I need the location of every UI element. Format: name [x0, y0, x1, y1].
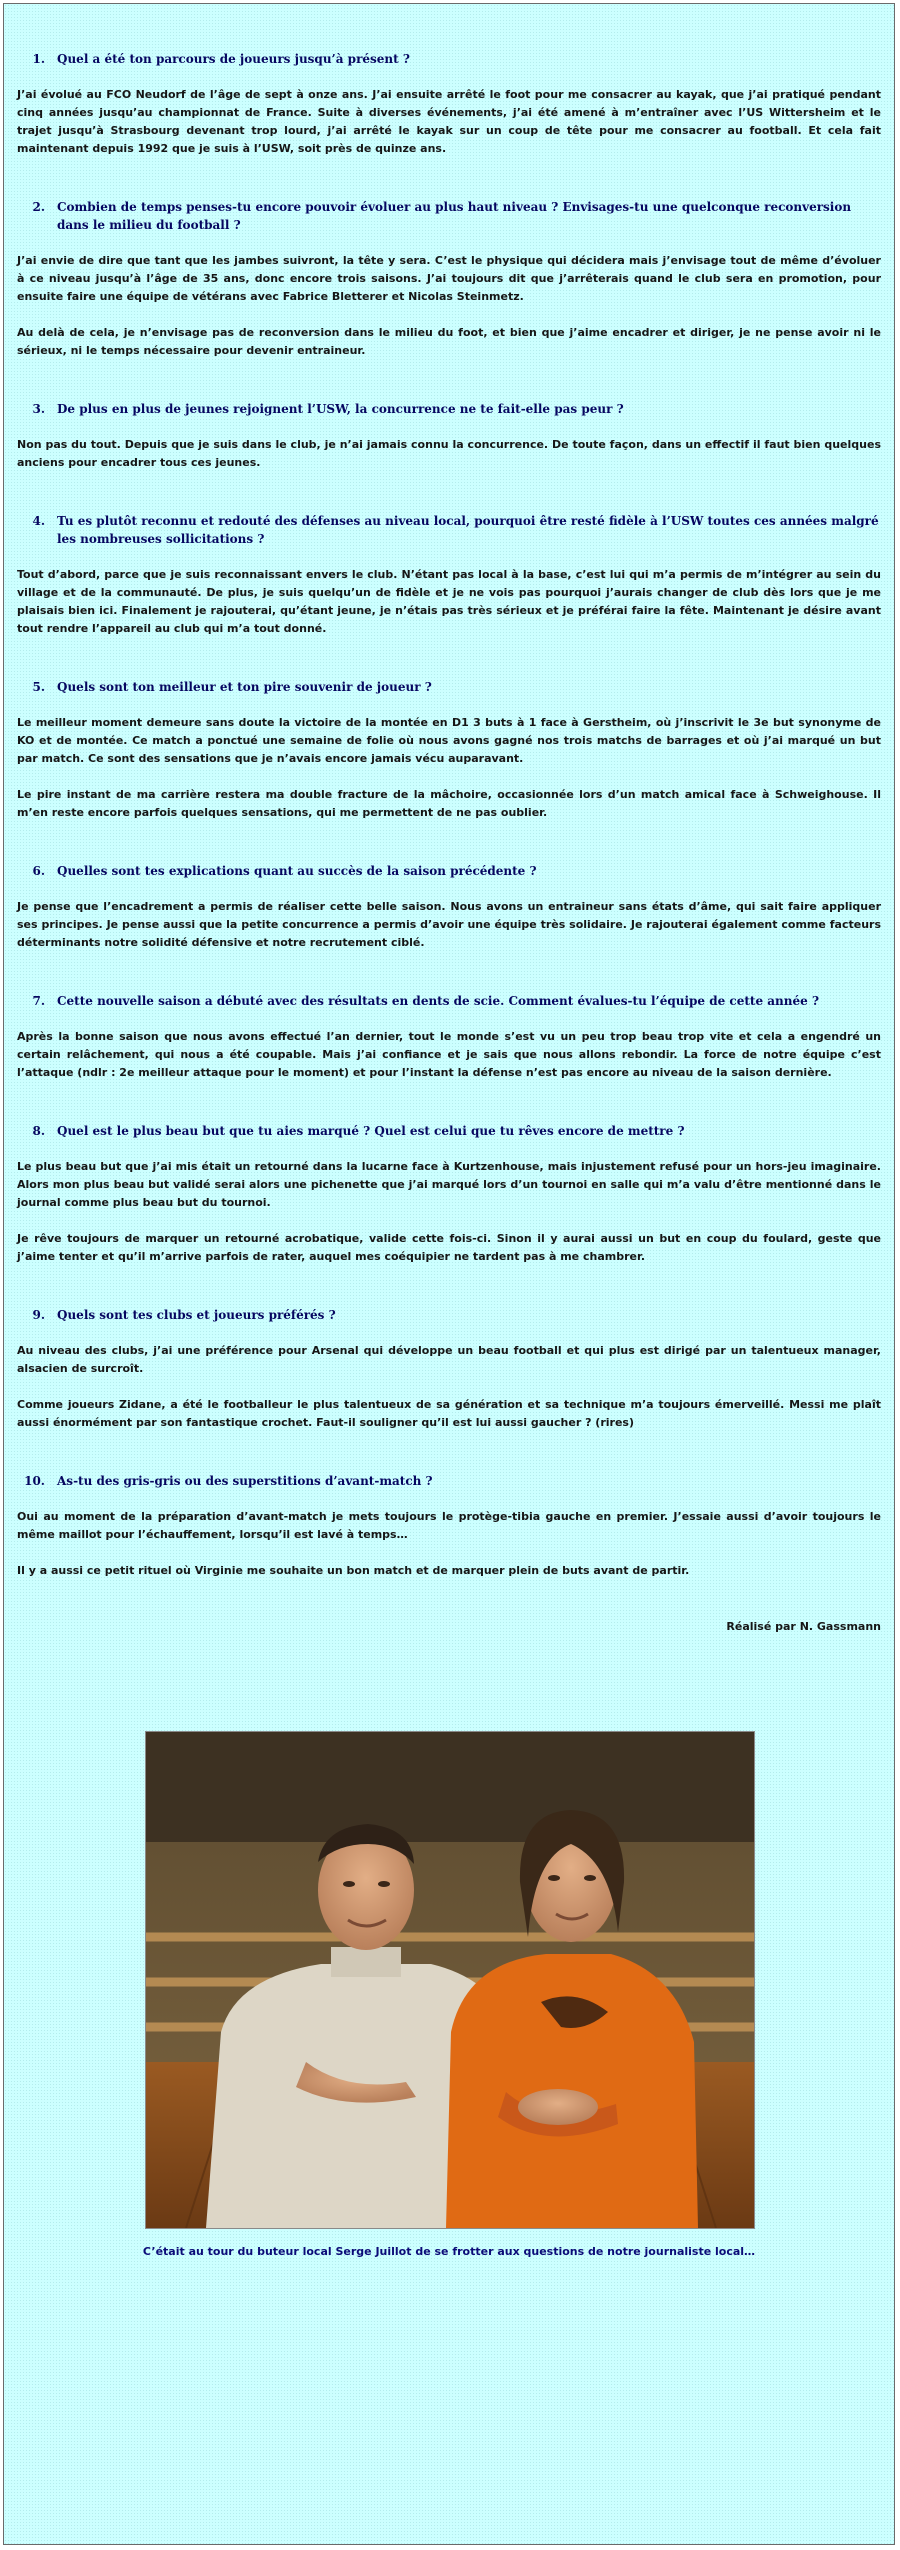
question-text: Quel a été ton parcours de joueurs jusqu’à présent ? — [57, 52, 410, 66]
answer-paragraph: Non pas du tout. Depuis que je suis dans le club, je n’ai jamais connu la concurrence. De toute façon, dans un effectif il faut bien quelques anciens pour encadrer tous ces jeunes. — [17, 438, 881, 469]
question-number: 2. — [32, 200, 45, 214]
answer-paragraph: Le meilleur moment demeure sans doute la victoire de la montée en D1 3 buts à 1 face à Gerstheim, où j’inscrivit le 3e but synonyme de KO et de montée. Ce match a ponctué une semaine de folie où nous avons gagné nos trois matchs de barrages et où j’ai marqué un but par match. Ce sont des sensations que je n’avais encore jamais vécu auparavant. — [17, 716, 881, 765]
qa-item — [17, 1122, 881, 1266]
players-photo — [145, 1731, 755, 2229]
question-number: 3. — [32, 402, 45, 416]
question-text: As-tu des gris-gris ou des superstitions d’avant-match ? — [57, 1474, 433, 1488]
answer-paragraph: Oui au moment de la préparation d’avant-match je mets toujours le protège-tibia gauche en premier. J’essaie aussi d’avoir toujours le même maillot pour l’échauffement, lorsqu’il est lavé à temps… — [17, 1510, 881, 1541]
question — [17, 992, 881, 1010]
question-number: 10. — [24, 1474, 45, 1488]
answer-paragraph: Au niveau des clubs, j’ai une préférence pour Arsenal qui développe un beau football et qui plus est dirigé par un talentueux manager, alsacien de surcroît. — [17, 1344, 881, 1375]
question — [17, 862, 881, 880]
article-page — [3, 3, 895, 2545]
question-number: 6. — [32, 864, 45, 878]
question — [17, 400, 881, 418]
question — [17, 512, 881, 548]
question-number: 7. — [32, 994, 45, 1008]
question-text: Quels sont tes clubs et joueurs préférés ? — [57, 1308, 336, 1322]
qa-item — [17, 1306, 881, 1432]
question-text: Tu es plutôt reconnu et redouté des défenses au niveau local, pourquoi être resté fidèle à l’USW toutes ces années malgré les nombreuses sollicitations ? — [57, 514, 879, 546]
answer-paragraph: Le pire instant de ma carrière restera ma double fracture de la mâchoire, occasionnée lors d’un match amical face à Schweighouse. Il m’en reste encore parfois quelques sensations, qui me permettent de ne pas oublier. — [17, 788, 881, 819]
question-number: 1. — [32, 52, 45, 66]
question — [17, 1306, 881, 1324]
question-text: De plus en plus de jeunes rejoignent l’USW, la concurrence ne te fait-elle pas peur ? — [57, 402, 624, 416]
answer-paragraph: Je pense que l’encadrement a permis de réaliser cette belle saison. Nous avons un entraineur sans états d’âme, qui sait faire appliquer ses principes. Je pense aussi que la petite concurrence a permis d’avoir une équipe très solidaire. Je rajouterai également comme facteurs déterminants notre solidité défensive et notre recrutement ciblé. — [17, 900, 881, 949]
qa-item — [17, 1472, 881, 1580]
photo-block — [17, 1731, 881, 2261]
qa-item — [17, 678, 881, 822]
question-number: 9. — [32, 1308, 45, 1322]
question-number: 8. — [32, 1124, 45, 1138]
qa-item — [17, 862, 881, 952]
question-text: Quels sont ton meilleur et ton pire souvenir de joueur ? — [57, 680, 432, 694]
question — [17, 1122, 881, 1140]
answer-paragraph: J’ai évolué au FCO Neudorf de l’âge de sept à onze ans. J’ai ensuite arrêté le foot pour me consacrer au kayak, que j’ai pratiqué pendant cinq années jusqu’au championnat de France. Suite à diverses événements, j’ai été amené à m’entraîner avec l’US Wittersheim et le trajet jusqu’à Strasbourg devenant trop lourd, j’ai arrêté le kayak sur un coup de tête pour me consacrer au football. Et cela fait maintenant depuis 1992 que je suis à l’USW, soit près de quinze ans. — [17, 88, 881, 155]
question-text: Combien de temps penses-tu encore pouvoir évoluer au plus haut niveau ? Envisages-tu une quelconque reconversion dans le milieu du football ? — [57, 200, 852, 232]
qa-item — [17, 992, 881, 1082]
question-text: Cette nouvelle saison a débuté avec des résultats en dents de scie. Comment évalues-tu l’équipe de cette année ? — [57, 994, 819, 1008]
author-signature: Réalisé par N. Gassmann — [726, 1620, 881, 1633]
question — [17, 198, 881, 234]
answer-paragraph: Il y a aussi ce petit rituel où Virginie me souhaite un bon match et de marquer plein de buts avant de partir. — [17, 1564, 690, 1577]
qa-item — [17, 198, 881, 360]
answer-paragraph: Comme joueurs Zidane, a été le footballeur le plus talentueux de sa génération et sa technique m’a toujours émerveillé. Messi me plaît aussi énormément par son fantastique crochet. Faut-il souligner qu’il est lui aussi gaucher ? (rires) — [17, 1398, 881, 1429]
answer-paragraph: Je rêve toujours de marquer un retourné acrobatique, valide cette fois-ci. Sinon il y aurai aussi un but en coup du foulard, geste que j’aime tenter et qu’il m’arrive parfois de rater, auquel mes coéquipier ne tardent pas à me chambrer. — [17, 1232, 881, 1263]
question-number: 5. — [32, 680, 45, 694]
answer-paragraph: Au delà de cela, je n’envisage pas de reconversion dans le milieu du foot, et bien que j’aime encadrer et diriger, je ne pense avoir ni le sérieux, ni le temps nécessaire pour devenir entraineur. — [17, 326, 881, 357]
answer-paragraph: Tout d’abord, parce que je suis reconnaissant envers le club. N’étant pas local à la base, c’est lui qui m’a permis de m’intégrer au sein du village et de la communauté. De plus, je suis quelqu’un de fidèle et je ne vois pas pourquoi j’aurais changer de club dès lors que je me plaisais bien ici. Finalement je rajouterai, qu’étant jeune, je n’étais pas très sérieux et je préférai faire la fête. Maintenant je désire avant tout rendre l’appareil au club qui m’a tout donné. — [17, 568, 881, 635]
qa-item — [17, 512, 881, 638]
question-number: 4. — [32, 514, 45, 528]
question — [17, 678, 881, 696]
question — [17, 50, 881, 68]
photo-caption: C’était au tour du buteur local Serge Juillot de se frotter aux questions de notre journaliste local… — [142, 2245, 756, 2258]
players-photo-illustration — [146, 1732, 754, 2228]
qa-item — [17, 400, 881, 472]
question — [17, 1472, 881, 1490]
answer-paragraph: Après la bonne saison que nous avons effectué l’an dernier, tout le monde s’est vu un peu trop beau trop vite et cela a engendré un certain relâchement, qui nous a été coupable. Mais j’ai confiance et je sais que nous allons rebondir. La force de notre équipe c’est l’attaque (ndlr : 2e meilleur attaque pour le moment) et pour l’instant la défense n’est pas encore au niveau de la saison dernière. — [17, 1030, 881, 1079]
question-text: Quel est le plus beau but que tu aies marqué ? Quel est celui que tu rêves encore de mettre ? — [57, 1124, 685, 1138]
question-text: Quelles sont tes explications quant au succès de la saison précédente ? — [57, 864, 537, 878]
qa-item — [17, 50, 881, 158]
answer-paragraph: Le plus beau but que j’ai mis était un retourné dans la lucarne face à Kurtzenhouse, mais injustement refusé pour un hors-jeu imaginaire. Alors mon plus beau but validé serai alors une pichenette que j’ai marqué lors d’un tournoi en salle qui m’a valu d’être mentionné dans le journal comme plus beau but du tournoi. — [17, 1160, 881, 1209]
interview — [17, 50, 881, 1580]
answer-paragraph: J’ai envie de dire que tant que les jambes suivront, la tête y sera. C’est le physique qui décidera mais j’envisage tout de même d’évoluer à ce niveau jusqu’à l’âge de 35 ans, donc encore trois saisons. J’ai toujours dit que j’arrêterais quand le club sera en promotion, pour ensuite faire une équipe de vétérans avec Fabrice Bletterer et Nicolas Steinmetz. — [17, 254, 881, 303]
